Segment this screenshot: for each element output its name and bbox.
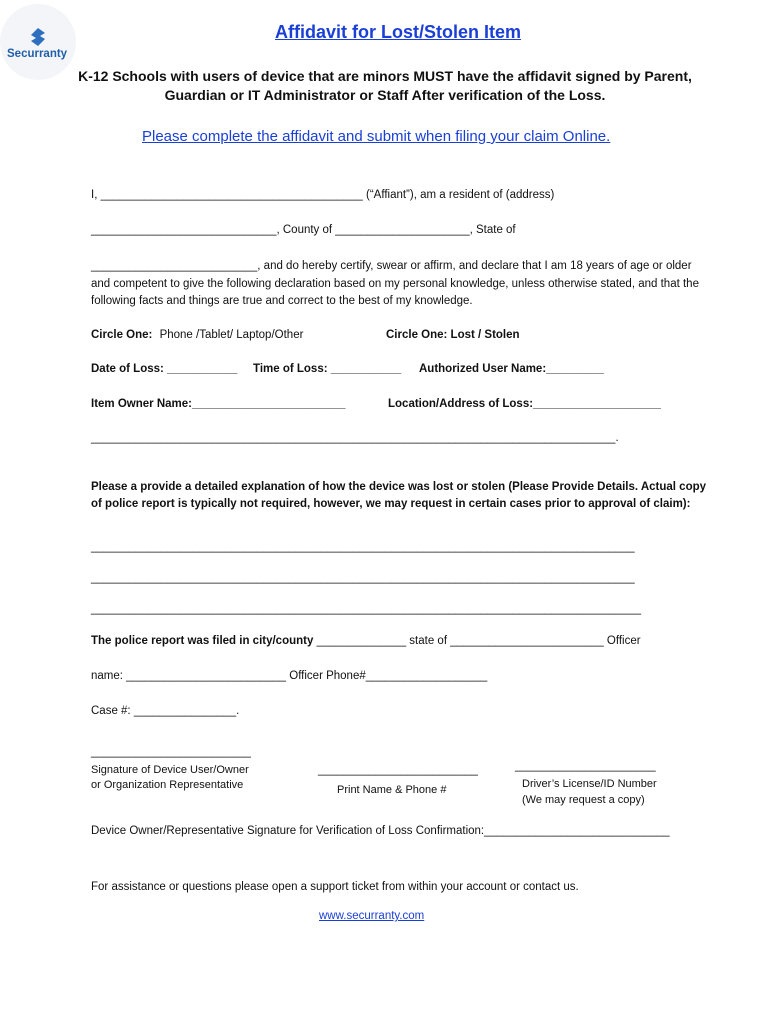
location-field: Location/Address of Loss:____________________ [388,398,661,410]
drivers-license-note: (We may request a copy) [522,794,645,806]
assistance-text: For assistance or questions please open a support ticket from within your account or contact us. [91,881,579,893]
explanation-line: _____________________________________________________________________________________ [91,541,635,553]
date-of-loss-field: Date of Loss: ___________ [91,363,238,375]
logo-text: Securranty [7,48,68,60]
page-title: Affidavit for Lost/Stolen Item [275,22,522,42]
online-claim-link[interactable]: Please complete the affidavit and submit when filing your claim Online. [142,128,611,145]
loss-type-field: Circle One: Lost / Stolen [386,329,520,341]
item-owner-field: Item Owner Name:________________________ [91,398,346,410]
explanation-instructions: Please a provide a detailed explanation of how the device was lost or stolen (Please Provide Details. Actual copy of police report is typically not required, however, we may request in certain cases prior to approval of claim): [91,481,707,510]
print-name-label: Print Name & Phone # [337,784,447,796]
police-report-line [91,635,641,647]
affiant-line: I, _________________________________________ (“Affiant”), am a resident of (address) [91,189,555,201]
time-of-loss-field: Time of Loss: ___________ [253,363,402,375]
county-state-line: _____________________________, County of _____________________, State of [91,224,516,236]
case-number-line: Case #: ________________. [91,705,240,717]
drivers-license-line: ______________________ [515,760,656,772]
circle-one-label: Circle One: [91,329,153,341]
signature-label-1: Signature of Device User/Owner [91,764,249,776]
device-type-field [91,329,303,341]
authorized-user-field: Authorized User Name:_________ [419,363,604,375]
address-continuation-line: __________________________________________________________________________________. [91,432,619,444]
declaration-paragraph: __________________________, and do hereby certify, swear or affirm, and declare that I am 18 years of age or older and competent to give the following declaration based on my personal knowledge, unless otherwise stated, and that the following facts and things are true and correct to the best of my knowledge. [91,260,699,307]
explanation-line: ______________________________________________________________________________________ [91,603,642,615]
explanation-line: _____________________________________________________________________________________ [91,572,635,584]
device-type-options: Phone /Tablet/ Laptop/Other [159,329,304,341]
website-link[interactable]: www.securranty.com [319,910,425,922]
police-report-label: The police report was filed in city/county [91,635,314,647]
drivers-license-label: Driver’s License/ID Number [522,778,657,790]
print-name-line: _________________________ [318,764,478,776]
logo-icon [31,28,45,46]
signature-line: _________________________ [91,746,251,758]
intro-notice: K-12 Schools with users of device that are minors MUST have the affidavit signed by Parent, Guardian or IT Administrator or Staff After verification of the Loss. [78,68,692,103]
verification-signature-line: Device Owner/Representative Signature for Verification of Loss Confirmation:_____________________________ [91,825,670,837]
officer-line: name: _________________________ Officer Phone#___________________ [91,670,488,682]
signature-label-2: or Organization Representative [91,779,244,791]
police-report-rest: ______________ state of ________________________ Officer [313,635,641,647]
